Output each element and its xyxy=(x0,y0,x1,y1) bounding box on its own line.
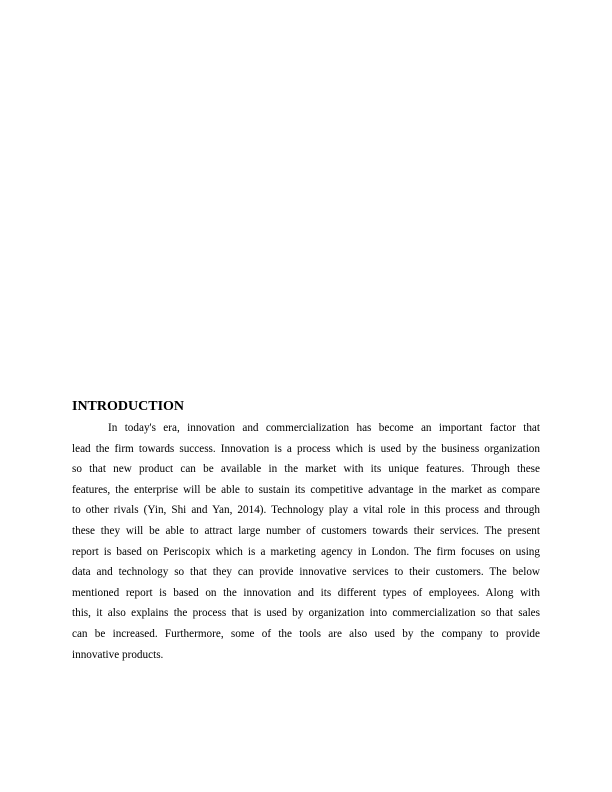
paragraph-line: data and technology so that they can provide innovative services to their customers. The below xyxy=(72,566,540,579)
paragraph-line: mentioned report is based on the innovation and its different types of employees. Along with xyxy=(72,586,540,599)
paragraph-line: these they will be able to attract large number of customers towards their services. The present xyxy=(72,524,540,537)
paragraph-line: lead the firm towards success. Innovation is a process which is used by the business organization xyxy=(72,442,540,455)
paragraph-line: report is based on Periscopix which is a marketing agency in London. The firm focuses on using xyxy=(72,545,540,558)
paragraph-line: can be increased. Furthermore, some of the tools are also used by the company to provide xyxy=(72,627,540,640)
paragraph-line: In today's era, innovation and commercialization has become an important factor that xyxy=(108,422,540,434)
paragraph-line: so that new product can be available in the market with its unique features. Through these xyxy=(72,463,540,476)
introduction-paragraph xyxy=(72,418,540,665)
section-heading: INTRODUCTION xyxy=(72,399,185,414)
paragraph-line: to other rivals (Yin, Shi and Yan, 2014). Technology play a vital role in this process and through xyxy=(72,504,540,517)
introduction-section xyxy=(72,398,540,665)
paragraph-line: this, it also explains the process that is used by organization into commercialization so that sales xyxy=(72,607,540,620)
paragraph-line: features, the enterprise will be able to sustain its competitive advantage in the market as compare xyxy=(72,483,540,496)
paragraph-line: innovative products. xyxy=(72,648,164,661)
